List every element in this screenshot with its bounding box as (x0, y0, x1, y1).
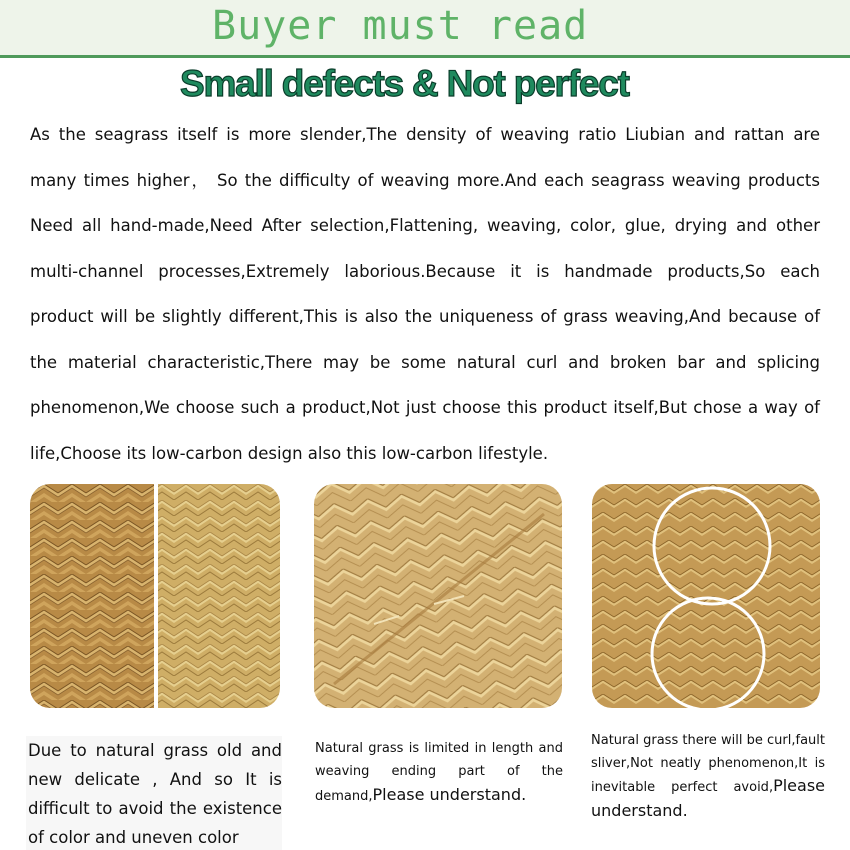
header-banner (0, 0, 850, 58)
caption-text: Natural grass is limited in length and weaving ending part of the demand, (315, 741, 563, 804)
seagrass-weave-photo-ending-part (314, 484, 562, 708)
caption-color-difference (26, 736, 282, 850)
caption-ending-part (315, 737, 563, 808)
intro-paragraph: As the seagrass itself is more slender,The density of weaving ratio Liubian and rattan are many times higher， So the difficulty of weaving more.And each seagrass weaving products Need all hand-made,Need After selection,Flattening, weaving, color, glue, drying and other multi-channel processes,Extremely laborious.Because it is handmade products,So each product will be slightly different,This is also the uniqueness of grass weaving,And because of the material characteristic,There may be some natural curl and broken bar and splicing phenomenon,We choose such a product,Not just choose this product itself,But chose a way of life,Choose its low-carbon design also this low-carbon lifestyle. (30, 125, 820, 463)
caption-text: Due to natural grass old and new delicate , And so It is difficult to avoid the existence of color and uneven color (28, 741, 282, 847)
caption-emphasis: Please understand. (372, 785, 527, 804)
page-title: Buyer must read (212, 3, 589, 49)
seagrass-weave-photo-curl-defect (592, 484, 820, 708)
caption-curl-defect (591, 730, 825, 824)
subtitle-heading: Small defects & Not perfect (180, 63, 629, 104)
seagrass-weave-photo-color-comparison (30, 484, 280, 708)
caption-emphasis: Please understand. (591, 776, 825, 820)
caption-text: Natural grass there will be curl,fault sliver,Not neatly phenomenon,It is inevitable perfect avoid, (591, 733, 825, 795)
